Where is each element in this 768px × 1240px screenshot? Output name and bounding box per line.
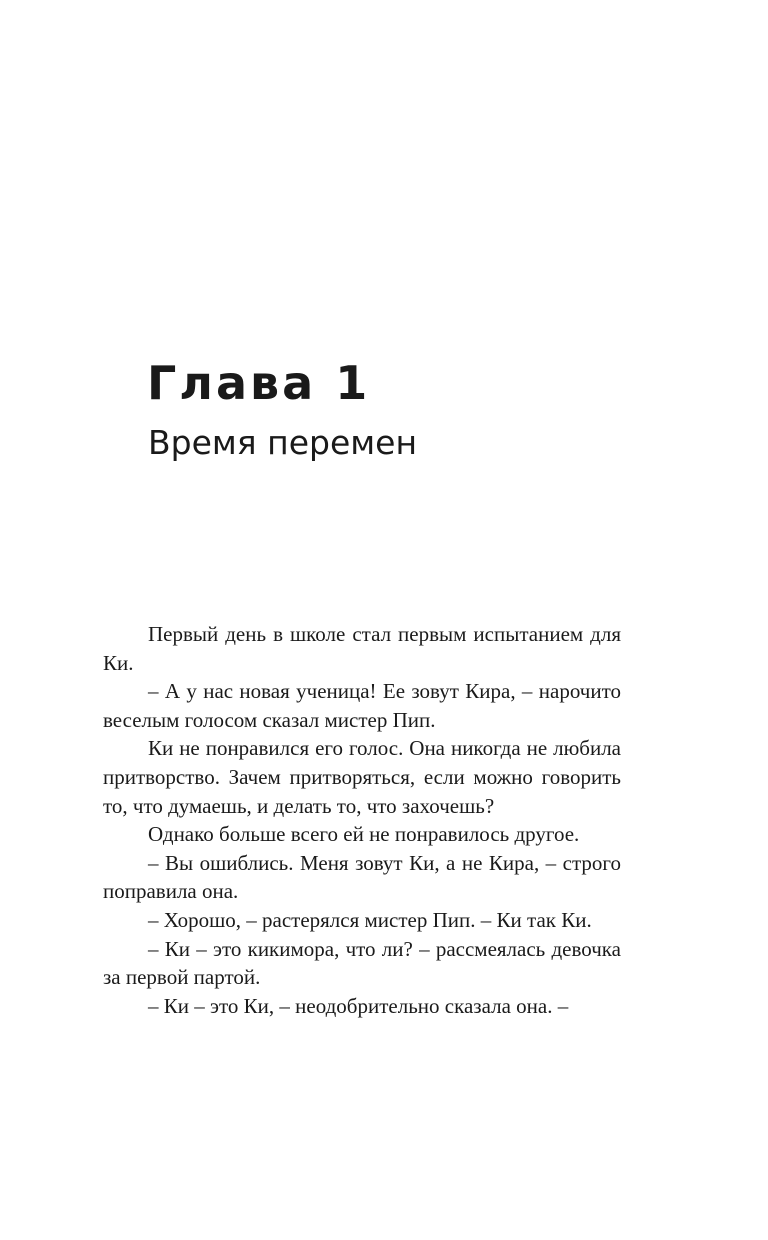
paragraph: – Ки – это Ки, – неодобрительно сказала она. –: [148, 993, 569, 1018]
chapter-label: Глава 1: [147, 356, 371, 410]
paragraph: Однако больше всего ей не понравилось другое.: [148, 822, 580, 847]
paragraph: – Вы ошиблись. Меня зовут Ки, а не Кира, – строго поправила она.: [103, 850, 621, 904]
body-text: [103, 620, 621, 1020]
paragraph: Первый день в школе стал первым испытанием для Ки.: [103, 622, 621, 675]
paragraph: – Ки – это кикимора, что ли? – рассмеялась девочка за первой партой.: [103, 936, 621, 990]
paragraph: – А у нас новая ученица! Ее зовут Кира, – нарочито веселым голосом сказал мистер Пип.: [103, 679, 621, 732]
chapter-title: Время перемен: [148, 423, 418, 462]
paragraph: Ки не понравился его голос. Она никогда не любила притворство. Зачем притворяться, если можно говорить то, что думаешь, и делать то, что захочешь?: [103, 736, 621, 818]
paragraph: – Хорошо, – растерялся мистер Пип. – Ки так Ки.: [148, 907, 592, 932]
